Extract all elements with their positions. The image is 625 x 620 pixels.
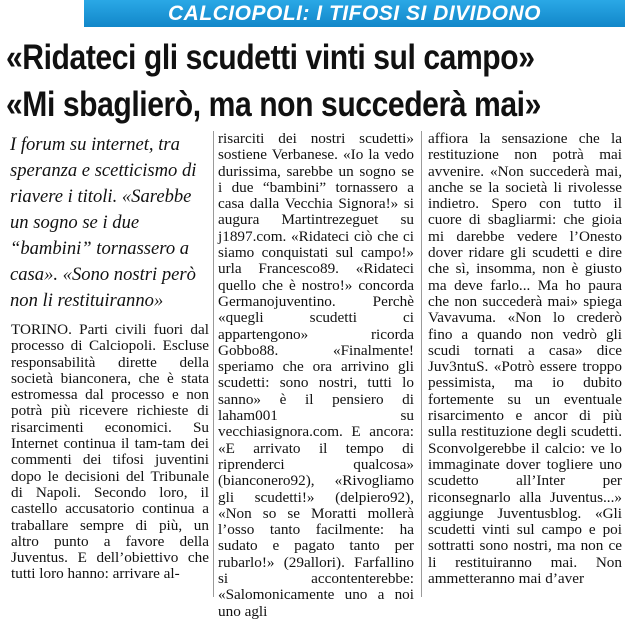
column-text: affiora la sensazione che la restituzione non potrà mai avvenire. «Non succederà mai, anche se la società li rivolesse indietro. Spero con tutto il cuore di sbagliarmi: che gioia mi darebbe vedere l’Onesto dover ridare gli scudetti e dire che sì, insomma, non è giusto ma deve farlo... Ma ho paura che non succederà mai» spiega Vavavuma. «Non lo crederò fino a quando non vedrò gli scudi tornati a casa» dice Juv3ntuS. «Potrò essere troppo pessimista, ma io dubito fortemente su un eventuale risarcimento e ancor di più sulla restituzione degli scudetti. Sconvolgerebbe il calcio: ve lo immaginate dover togliere uno scudetto all’Inter per riconsegnarlo alla Juventus...» aggiunge Juventusblog. «Gli scudetti vinti sul campo e poi sottratti sono nostri, ma non ce li restituiranno mai. Non ammetteranno mai d’aver	[428, 130, 622, 588]
headline-line-2: «Mi sbaglierò, ma non succederà mai»	[6, 85, 541, 124]
column-divider	[213, 131, 214, 597]
column-divider	[421, 131, 422, 597]
article-column-2	[218, 130, 414, 620]
kicker-banner: CALCIOPOLI: I TIFOSI SI DIVIDONO	[84, 0, 625, 27]
headline-line-1: «Ridateci gli scudetti vinti sul campo»	[6, 38, 535, 77]
article-summary: I forum su internet, tra speranza e scetticismo di riavere i titoli. «Sarebbe un sogno se i due “bambini” tornassero a casa». «Sono nostri però non li restituiranno»	[10, 134, 197, 311]
article-column-1	[11, 322, 209, 597]
column-text: risarciti dei nostri scudetti» sostiene Verbanese. «Io la vedo durissima, sarebbe un sogno se i due “bambini” tornassero a casa dalla Vecchia Signora!» si augura Martintrezeguet su j1897.com. «Ridateci ciò che ci siamo conquistati sul campo!» urla Francesco89. «Ridateci quello che è nostro!» concorda Germanojuventino. Perchè «quegli scudetti ci appartengono» ricorda Gobbo88. «Finalmente! speriamo che ora arrivino gli scudetti: sono nostri, tutti lo sanno» è il pensiero di laham001 su vecchiasignora.com. E ancora: «E arrivato il tempo di riprenderci qualcosa» (bianconero92), «Rivogliamo gli scudetti!» (delpiero92), «Non so se Moratti mollerà l’osso tanto facilmente: ha sudato e pagato tanto per rubarlo!» (29allori). Farfallino si accontenterebbe: «Salomonicamente uno a noi uno agli	[218, 130, 414, 620]
article-column-3	[428, 131, 622, 597]
column-text: TORINO. Parti civili fuori dal processo di Calciopoli. Escluse responsabilità dirette della società bianconera, che è stata estromessa dal processo e non potrà più ricevere richieste di risarcimenti economici. Su Internet continua il tam-tam dei commenti dei tifosi juventini dopo le decisioni del Tribunale di Napoli. Secondo loro, il castello accusatorio continua a traballare sempre di più, un altro punto a favore della Juventus. E dell’obiettivo che tutti loro hanno: arrivare al-	[11, 321, 209, 583]
